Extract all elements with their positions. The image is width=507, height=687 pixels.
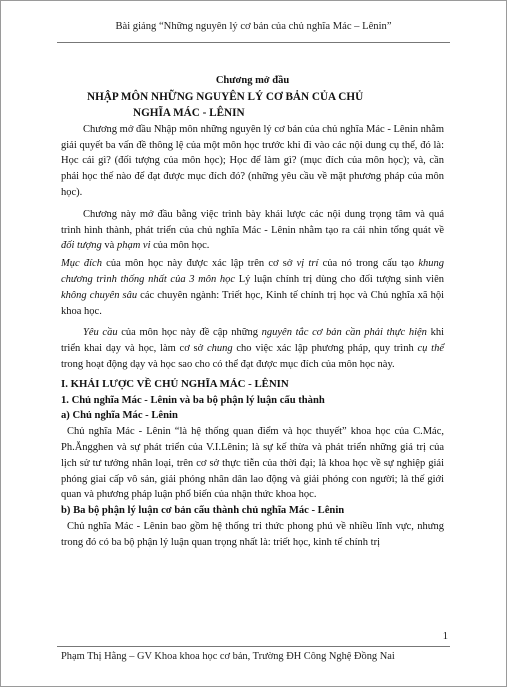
paragraph-intro: Chương mở đầu Nhập môn những nguyên lý cơ bản của chủ nghĩa Mác - Lênin nhằm giải quyết ba vấn đề thông lệ của một môn học trước khi đi vào các nội dung cụ thể, đó là: Học cái gì? (đối tượng của môn học); Học để làm gì? (mục đích của môn học); và, cần phải học thế nào để đạt được mục đích đó? (những yêu cầu về mặt phương pháp của môn học). bbox=[61, 123, 444, 198]
subsection-heading-a: a) Chủ nghĩa Mác - Lênin bbox=[61, 410, 178, 422]
subsection-heading-b: b) Ba bộ phận lý luận cơ bản cấu thành chủ nghĩa Mác - Lênin bbox=[61, 505, 345, 517]
paragraph-scope: Chương này mở đầu bằng việc trình bày khái lược các nội dung trọng tâm và quá trình hình thành, phát triển của chủ nghĩa Mác - Lênin nhằm tạo ra cái nhìn tổng quát về đối tượng và phạm vi của môn học. bbox=[61, 208, 444, 252]
page-footer: Phạm Thị Hằng – GV Khoa khoa học cơ bản, Trường ĐH Công Nghệ Đồng Nai bbox=[61, 651, 395, 662]
paragraph-components: Chủ nghĩa Mác - Lênin bao gồm hệ thống tri thức phong phú về nhiều lĩnh vực, nhưng trong đó có ba bộ phận lý luận quan trọng nhất là: triết học, kinh tế chính trị bbox=[61, 520, 444, 548]
chapter-label: Chương mở đầu bbox=[215, 75, 290, 86]
paragraph-purpose: Mục đích của môn học này được xác lập trên cơ sở vị trí của nó trong cấu tạo khung chương trình thống nhất của 3 môn học Lý luận chính trị dùng cho đối tượng sinh viên không chuyên sâu các chuyên ngành: Triết học, Kinh tế chính trị học và Chủ nghĩa xã hội khoa học. bbox=[61, 258, 444, 317]
paragraph-requirements: Yêu cầu của môn học này đề cập những nguyên tắc cơ bản cần phải thực hiện khi triển khai dạy và học, làm cơ sở chung cho việc xác lập phương pháp, quy trình cụ thể trong hoạt động dạy và học sao cho có thể đạt được mục đích của môn học này. bbox=[61, 327, 445, 370]
page-header: Bài giảng “Những nguyên lý cơ bản của chủ nghĩa Mác – Lênin” bbox=[115, 21, 392, 32]
document-body bbox=[61, 73, 444, 551]
paragraph-definition: Chủ nghĩa Mác - Lênin “là hệ thống quan điểm và học thuyết” khoa học của C.Mác, Ph.Ăngghen và sự phát triển của V.I.Lênin; là sự kế thừa và phát triển những giá trị của lịch sử tư tưởng nhân loại, trên cơ sở thực tiễn của thời đại; là khoa học về sự nghiệp giải phóng giai cấp vô sản, giải phóng nhân dân lao động và giải phóng con người; là thế giới quan và phương pháp luận phổ biến của nhận thức khoa học. bbox=[61, 426, 444, 501]
subsection-heading-1: 1. Chủ nghĩa Mác - Lênin và ba bộ phận lý luận cấu thành bbox=[61, 394, 325, 406]
header-rule bbox=[57, 42, 450, 43]
footer-rule bbox=[57, 646, 450, 647]
chapter-title-line2: NGHĨA MÁC - LÊNIN bbox=[133, 107, 245, 120]
chapter-title-line1: NHẬP MÔN NHỮNG NGUYÊN LÝ CƠ BẢN CỦA CHỦ bbox=[87, 90, 364, 103]
page-number: 1 bbox=[442, 631, 448, 642]
section-heading-1: I. KHÁI LƯỢC VỀ CHỦ NGHĨA MÁC - LÊNIN bbox=[61, 377, 289, 390]
